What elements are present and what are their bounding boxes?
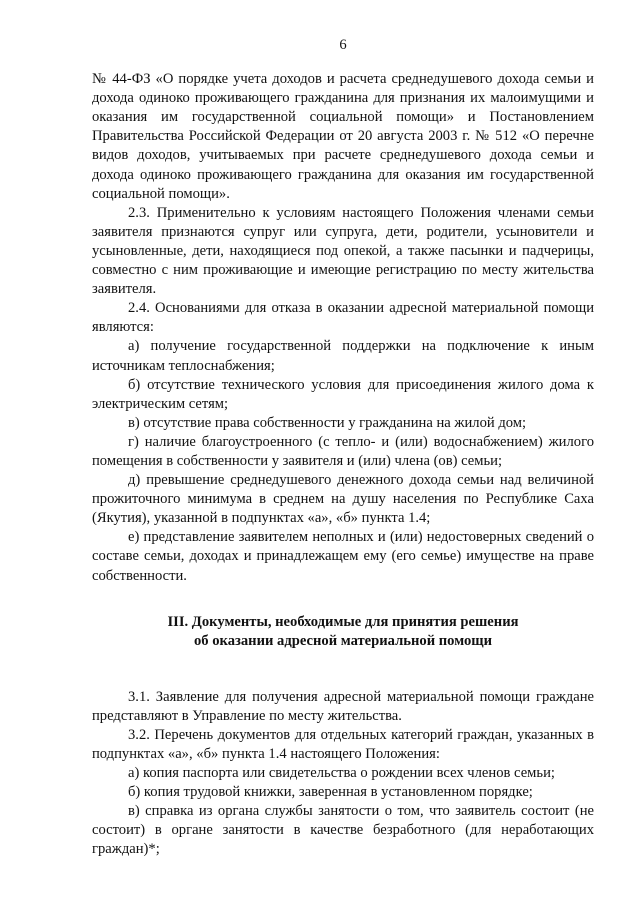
paragraph-2-4: 2.4. Основаниями для отказа в оказании адресной материальной помощи являются: bbox=[92, 300, 594, 336]
list-item-3-2-b: б) копия трудовой книжки, заверенная в установленном порядке; bbox=[128, 784, 533, 801]
section-heading-line-2: об оказании адресной материальной помощи bbox=[194, 633, 492, 650]
section-heading bbox=[92, 613, 594, 652]
paragraph-continuation: № 44-ФЗ «О порядке учета доходов и расчета среднедушевого дохода семьи и дохода одиноко проживающего гражданина для признания их малоимущими и оказания им государственной социальной помощи» и Постановлением Правительства Российской Федерации от 20 августа 2003 г. № 512 «О перечне видов доходов, учитываемых при расчете среднедушевого дохода семьи и дохода одиноко проживающего гражданина для оказания им государственной социальной помощи». bbox=[92, 71, 594, 202]
list-item-3-2-a: а) копия паспорта или свидетельства о рождении всех членов семьи; bbox=[128, 765, 555, 781]
section-heading-line-1: III. Документы, необходимые для принятия решения bbox=[167, 613, 519, 630]
list-item-2-4-v: в) отсутствие права собственности у гражданина на жилой дом; bbox=[128, 414, 527, 431]
list-item-2-4-e: е) представление заявителем неполных и (или) недостоверных сведений о составе семьи, доходах и принадлежащем ему (его семье) имуществе на праве собственности. bbox=[92, 529, 594, 584]
paragraph-2-3: 2.3. Применительно к условиям настоящего Положения членами семьи заявителя признаются супруг или супруга, дети, родители, усыновители и усыновленные, дети, находящиеся под опекой, а также пасынки и падчерицы, совместно с ним проживающие и имеющие регистрацию по месту жительства заявителя. bbox=[92, 204, 594, 298]
page-number: 6 bbox=[339, 37, 347, 53]
list-item-2-4-d: д) превышение среднедушевого денежного дохода семьи над величиной прожиточного минимума в среднем на душу населения по Республике Саха (Якутия), указанной в подпунктах «а», «б» пункта 1.4; bbox=[92, 472, 594, 527]
list-item-3-2-v: в) справка из органа службы занятости о том, что заявитель состоит (не состоит) в органе занятости в качестве безработного (для неработающих граждан)*; bbox=[92, 803, 594, 858]
list-item-2-4-g: г) наличие благоустроенного (с тепло- и (или) водоснабжением) жилого помещения в собственности у заявителя и (или) члена (ов) семьи; bbox=[92, 433, 594, 469]
paragraph-3-2: 3.2. Перечень документов для отдельных категорий граждан, указанных в подпунктах «а», «б» пункта 1.4 настоящего Положения: bbox=[92, 726, 594, 762]
paragraph-3-1: 3.1. Заявление для получения адресной материальной помощи граждане представляют в Управление по месту жительства. bbox=[92, 688, 594, 724]
list-item-2-4-b: б) отсутствие технического условия для присоединения жилого дома к электрическим сетям; bbox=[92, 376, 594, 412]
top-paragraphs bbox=[92, 70, 594, 586]
bottom-paragraphs bbox=[92, 688, 594, 860]
list-item-2-4-a: а) получение государственной поддержки на подключение к иным источникам теплоснабжения; bbox=[92, 338, 594, 374]
